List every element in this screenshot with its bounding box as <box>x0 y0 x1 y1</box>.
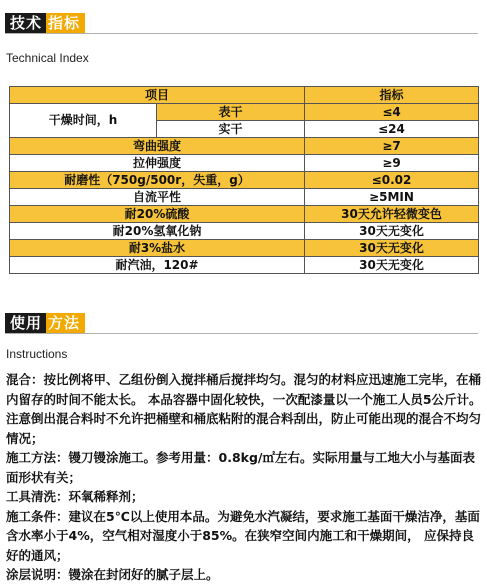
row-value: ≤24 <box>305 121 479 138</box>
section-subtitle-technical: Technical Index <box>6 51 89 65</box>
row-item: 表干 <box>157 104 305 121</box>
row-value: 30天无变化 <box>305 240 479 257</box>
header-item: 项目 <box>10 87 305 104</box>
section-divider <box>5 333 478 334</box>
section-header-technical <box>5 13 85 33</box>
instruction-paragraph: 施工条件：建议在5℃以上使用本品。为避免水汽凝结，要求施工基面干燥洁净，基面含水率小于4%，空气相对湿度小于85%。在狭窄空间内施工和干燥期间， 应保持良好的通风； <box>6 508 480 563</box>
row-item: 耐20%氢氧化钠 <box>10 223 305 240</box>
section-title-orange: 方法 <box>46 313 85 333</box>
row-item: 耐汽油，120# <box>10 257 305 274</box>
section-subtitle-instructions: Instructions <box>6 347 68 361</box>
table-header-row <box>10 87 479 104</box>
instruction-paragraph: 涂层说明：镘涂在封闭好的腻子层上。 <box>6 567 219 582</box>
row-value: ≥9 <box>305 155 479 172</box>
row-value: 30天无变化 <box>305 223 479 240</box>
table-row <box>10 206 479 223</box>
technical-index-table <box>9 86 479 274</box>
section-header-instructions <box>5 313 85 333</box>
table-row <box>10 155 479 172</box>
table-row <box>10 240 479 257</box>
row-item: 耐磨性（750g/500r，失重，g） <box>10 172 305 189</box>
dry-time-label: 干燥时间，h <box>10 104 157 138</box>
row-value: ≥7 <box>305 138 479 155</box>
table-row <box>10 104 479 121</box>
row-value: 30天无变化 <box>305 257 479 274</box>
row-item: 拉伸强度 <box>10 155 305 172</box>
section-title-orange: 指标 <box>46 13 85 33</box>
table-row <box>10 189 479 206</box>
table-row <box>10 257 479 274</box>
row-value: ≥5MIN <box>305 189 479 206</box>
row-value: ≤0.02 <box>305 172 479 189</box>
section-title-dark: 技术 <box>5 13 46 33</box>
section-title-dark: 使用 <box>5 313 46 333</box>
row-item: 实干 <box>157 121 305 138</box>
row-value: 30天允许轻微变色 <box>305 206 479 223</box>
instruction-paragraph: 工具清洗：环氧稀释剂； <box>6 489 144 504</box>
row-item: 耐20%硫酸 <box>10 206 305 223</box>
header-value: 指标 <box>305 87 479 104</box>
table-row <box>10 223 479 240</box>
instruction-paragraph: 施工方法：镘刀镘涂施工。参考用量：0.8kg/㎡左右。实际用量与工地大小与基面表面形状有关； <box>6 450 475 485</box>
table-row <box>10 172 479 189</box>
instructions-body <box>6 370 484 585</box>
row-value: ≤4 <box>305 104 479 121</box>
instruction-paragraph: 混合：按比例将甲、乙组份倒入搅拌桶后搅拌均匀。混匀的材料应迅速施工完毕，在桶内留存的时间不能太长。 本品容器中固化较快，一次配漆量以一个施工人员5公斤计。 注意倒出混合料时不允许把桶壁和桶底粘附的混合料刮出，防止可能出现的混合不均匀情况； <box>6 372 482 446</box>
table-row <box>10 138 479 155</box>
row-item: 弯曲强度 <box>10 138 305 155</box>
row-item: 自流平性 <box>10 189 305 206</box>
row-item: 耐3%盐水 <box>10 240 305 257</box>
section-divider <box>5 33 478 34</box>
